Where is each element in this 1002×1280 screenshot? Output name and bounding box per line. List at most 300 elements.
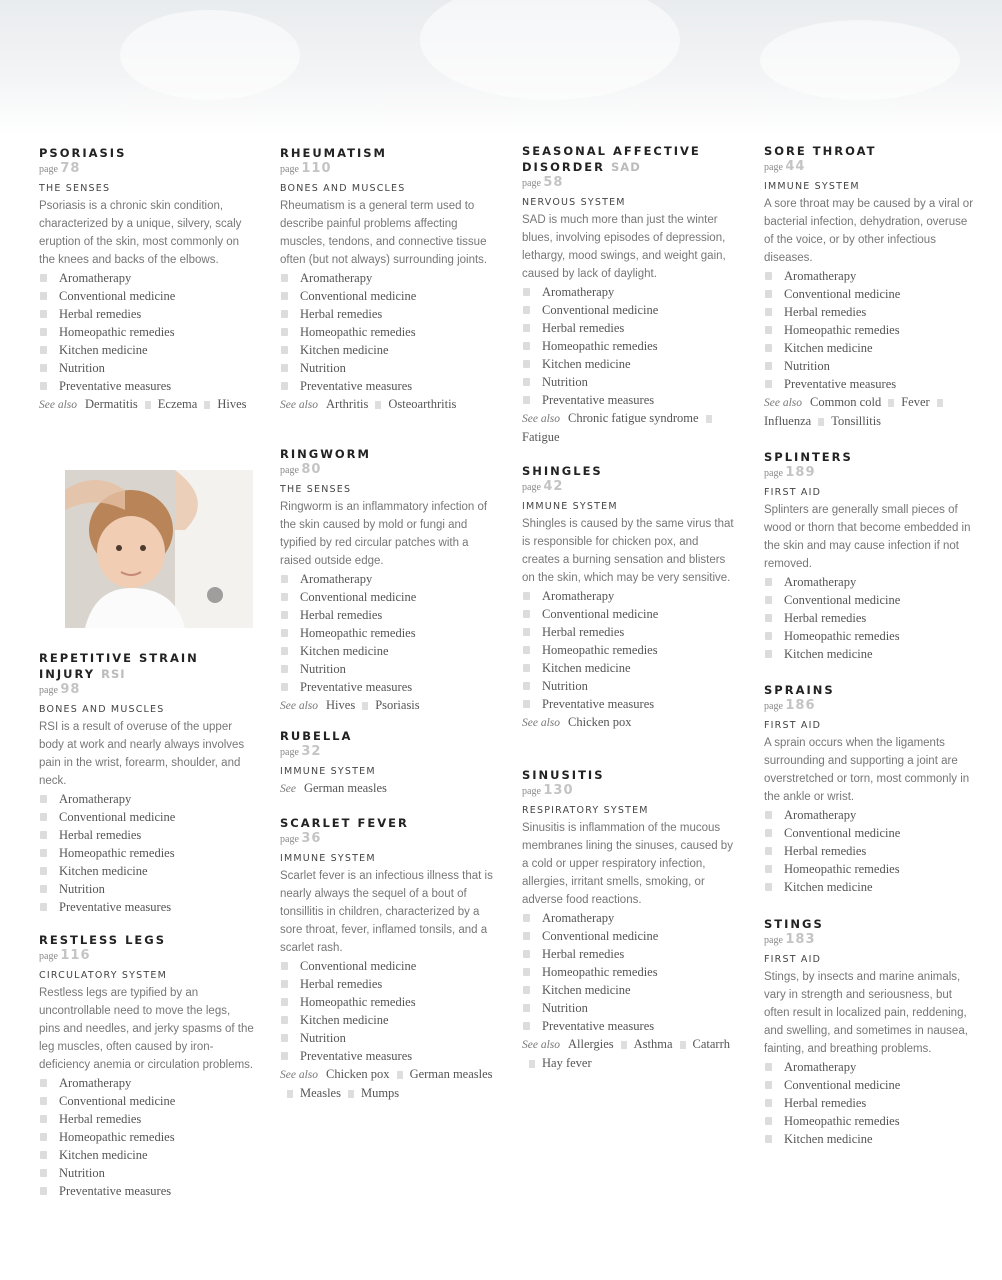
remedy-item[interactable] bbox=[764, 609, 979, 627]
remedy-bullet-icon bbox=[765, 290, 772, 298]
see-also-separator-icon bbox=[818, 418, 824, 426]
entry-shingles bbox=[522, 463, 737, 732]
see-also bbox=[39, 395, 254, 414]
see-also bbox=[280, 696, 495, 715]
entry-psoriasis bbox=[39, 145, 254, 414]
remedy-item[interactable] bbox=[39, 305, 254, 323]
remedy-label: Aromatherapy bbox=[59, 792, 132, 806]
remedy-item[interactable] bbox=[764, 303, 979, 321]
page-label: page bbox=[522, 482, 541, 493]
page-label: page bbox=[39, 951, 58, 962]
entry-category: THE SENSES bbox=[39, 183, 111, 194]
entry-description: RSI is a result of overuse of the upper body at work and nearly always involves pain in the wrist, forearm, shoulder, and neck. bbox=[39, 721, 245, 787]
remedy-label: Preventative measures bbox=[784, 377, 897, 391]
remedy-item[interactable] bbox=[280, 678, 495, 696]
remedy-label: Aromatherapy bbox=[59, 271, 132, 285]
entry-category: BONES AND MUSCLES bbox=[39, 704, 165, 715]
remedy-bullet-icon bbox=[281, 998, 288, 1006]
remedy-bullet-icon bbox=[281, 593, 288, 601]
entry-category: IMMUNE SYSTEM bbox=[764, 181, 860, 192]
see-also-label: See also bbox=[522, 717, 561, 729]
remedy-label: Nutrition bbox=[300, 1031, 346, 1045]
remedy-label: Herbal remedies bbox=[300, 977, 383, 991]
remedy-list bbox=[39, 790, 254, 916]
see-also-separator-icon bbox=[145, 401, 151, 409]
remedy-item[interactable] bbox=[280, 1047, 495, 1065]
remedy-item[interactable] bbox=[280, 660, 495, 678]
remedy-item[interactable] bbox=[39, 341, 254, 359]
remedy-item[interactable] bbox=[764, 375, 979, 393]
remedy-label: Nutrition bbox=[300, 361, 346, 375]
remedy-label: Conventional medicine bbox=[59, 289, 176, 303]
remedy-bullet-icon bbox=[40, 1097, 47, 1105]
remedy-item[interactable] bbox=[39, 359, 254, 377]
see-also bbox=[280, 779, 495, 798]
entry-title bbox=[764, 143, 979, 159]
remedy-bullet-icon bbox=[765, 1081, 772, 1089]
see-also-link[interactable]: Measles bbox=[300, 1086, 341, 1100]
remedy-label: Preventative measures bbox=[542, 697, 655, 711]
entry-description: Ringworm is an inflammatory infection of the skin caused by mold or fungi and typified by red circular patches with a raised outside edge. bbox=[280, 501, 488, 567]
see-also-label: See also bbox=[39, 399, 78, 411]
remedy-item[interactable] bbox=[39, 790, 254, 808]
remedy-item[interactable] bbox=[522, 623, 737, 641]
remedy-list bbox=[522, 587, 737, 713]
see-also-link[interactable]: Catarrh bbox=[692, 1037, 730, 1051]
page-label: page bbox=[522, 786, 541, 797]
remedy-bullet-icon bbox=[765, 344, 772, 352]
entry-description: Shingles is caused by the same virus that is responsible for chicken pox, and creates a burning sensation and blisters on the skin, which may be very sensitive. bbox=[522, 518, 734, 584]
remedy-label: Kitchen medicine bbox=[300, 343, 389, 357]
remedy-label: Homeopathic remedies bbox=[542, 643, 658, 657]
remedy-item[interactable] bbox=[39, 1182, 254, 1200]
remedy-item[interactable] bbox=[280, 957, 495, 975]
remedy-item[interactable] bbox=[522, 337, 737, 355]
see-also-link[interactable]: Arthritis bbox=[326, 397, 369, 411]
see-also bbox=[280, 1065, 495, 1102]
see-also-link[interactable]: Chicken pox bbox=[326, 1067, 390, 1081]
page-number: 36 bbox=[301, 831, 322, 846]
remedy-label: Herbal remedies bbox=[300, 608, 383, 622]
entry-title bbox=[280, 446, 495, 462]
remedy-bullet-icon bbox=[765, 272, 772, 280]
remedy-label: Nutrition bbox=[542, 375, 588, 389]
remedy-item[interactable] bbox=[39, 1110, 254, 1128]
remedy-item[interactable] bbox=[39, 862, 254, 880]
remedy-label: Herbal remedies bbox=[300, 307, 383, 321]
remedy-bullet-icon bbox=[765, 1099, 772, 1107]
entry-title bbox=[764, 449, 979, 465]
entry-category: IMMUNE SYSTEM bbox=[280, 853, 376, 864]
remedy-label: Kitchen medicine bbox=[59, 1148, 148, 1162]
see-also-link[interactable]: Hives bbox=[217, 397, 247, 411]
remedy-bullet-icon bbox=[523, 1004, 530, 1012]
entry-title-text: RESTLESS LEGS bbox=[39, 933, 166, 947]
see-also-link[interactable]: Hives bbox=[326, 698, 356, 712]
remedy-bullet-icon bbox=[281, 364, 288, 372]
remedy-bullet-icon bbox=[40, 849, 47, 857]
remedy-list bbox=[522, 909, 737, 1035]
remedy-item[interactable] bbox=[280, 642, 495, 660]
remedy-bullet-icon bbox=[281, 962, 288, 970]
see-also-link[interactable]: Eczema bbox=[157, 397, 198, 411]
remedy-item[interactable] bbox=[280, 1029, 495, 1047]
page-label: page bbox=[764, 935, 783, 946]
remedy-item[interactable] bbox=[280, 993, 495, 1011]
remedy-label: Kitchen medicine bbox=[542, 983, 631, 997]
entry-page-reference bbox=[280, 831, 495, 848]
remedy-label: Herbal remedies bbox=[784, 305, 867, 319]
page-label: page bbox=[280, 834, 299, 845]
remedy-bullet-icon bbox=[765, 829, 772, 837]
see-also-link[interactable]: Allergies bbox=[568, 1037, 614, 1051]
remedy-item[interactable] bbox=[764, 1112, 979, 1130]
see-also-link[interactable]: Asthma bbox=[633, 1037, 673, 1051]
remedy-item[interactable] bbox=[522, 909, 737, 927]
remedy-bullet-icon bbox=[281, 575, 288, 583]
remedy-item[interactable] bbox=[764, 285, 979, 303]
remedy-bullet-icon bbox=[765, 614, 772, 622]
remedy-item[interactable] bbox=[522, 355, 737, 373]
remedy-item[interactable] bbox=[280, 588, 495, 606]
remedy-bullet-icon bbox=[281, 980, 288, 988]
entry-category: IMMUNE SYSTEM bbox=[280, 766, 376, 777]
entry-category: FIRST AID bbox=[764, 487, 822, 498]
remedy-bullet-icon bbox=[40, 813, 47, 821]
remedy-item[interactable] bbox=[522, 605, 737, 623]
remedy-label: Kitchen medicine bbox=[542, 661, 631, 675]
remedy-item[interactable] bbox=[39, 287, 254, 305]
see-also-separator-icon bbox=[362, 702, 368, 710]
remedy-item[interactable] bbox=[39, 844, 254, 862]
see-also-link[interactable]: Fatigue bbox=[522, 430, 560, 444]
entry-description: Stings, by insects and marine animals, vary in strength and seriousness, but often result in localized pain, reddening, and swelling, and sometimes in nausea, fainting, and breathing problems. bbox=[764, 971, 968, 1055]
see-also-label: See bbox=[280, 783, 296, 795]
see-also-separator-icon bbox=[621, 1041, 627, 1049]
decorative-header-banner bbox=[0, 0, 1002, 135]
entry-title-text: SORE THROAT bbox=[764, 144, 877, 158]
remedy-item[interactable] bbox=[39, 1128, 254, 1146]
child-photo-illustration bbox=[65, 470, 253, 628]
remedy-item[interactable] bbox=[764, 339, 979, 357]
remedy-item[interactable] bbox=[280, 305, 495, 323]
remedy-bullet-icon bbox=[40, 831, 47, 839]
remedy-item[interactable] bbox=[522, 587, 737, 605]
remedy-item[interactable] bbox=[522, 999, 737, 1017]
remedy-item[interactable] bbox=[280, 624, 495, 642]
remedy-list bbox=[39, 1074, 254, 1200]
remedy-bullet-icon bbox=[523, 628, 530, 636]
remedy-item[interactable] bbox=[280, 377, 495, 395]
entry-description: A sprain occurs when the ligaments surrounding and supporting a joint are overstretched or torn, most commonly in the ankle or wrist. bbox=[764, 737, 970, 803]
remedy-list bbox=[764, 806, 979, 896]
entry-description: SAD is much more than just the winter blues, involving episodes of depression, lethargy, mood swings, and weight gain, caused by lack of daylight. bbox=[522, 214, 726, 280]
entry-title-text: PSORIASIS bbox=[39, 146, 127, 160]
remedy-bullet-icon bbox=[523, 646, 530, 654]
remedy-label: Kitchen medicine bbox=[300, 644, 389, 658]
remedy-item[interactable] bbox=[764, 321, 979, 339]
remedy-label: Aromatherapy bbox=[784, 269, 857, 283]
remedy-bullet-icon bbox=[765, 380, 772, 388]
remedy-item[interactable] bbox=[764, 824, 979, 842]
remedy-item[interactable] bbox=[764, 1058, 979, 1076]
see-also-link[interactable]: Hay fever bbox=[542, 1056, 592, 1070]
remedy-item[interactable] bbox=[522, 283, 737, 301]
remedy-bullet-icon bbox=[523, 324, 530, 332]
remedy-bullet-icon bbox=[765, 308, 772, 316]
entry-page-reference bbox=[39, 161, 254, 178]
remedy-item[interactable] bbox=[280, 606, 495, 624]
remedy-bullet-icon bbox=[40, 364, 47, 372]
remedy-item[interactable] bbox=[522, 695, 737, 713]
remedy-item[interactable] bbox=[764, 627, 979, 645]
see-also-link[interactable]: Tonsillitis bbox=[831, 414, 882, 428]
remedy-item[interactable] bbox=[522, 963, 737, 981]
entry-category: IMMUNE SYSTEM bbox=[522, 501, 618, 512]
remedy-item[interactable] bbox=[764, 806, 979, 824]
remedy-bullet-icon bbox=[281, 310, 288, 318]
see-also-separator-icon bbox=[706, 415, 712, 423]
page-label: page bbox=[39, 164, 58, 175]
remedy-label: Herbal remedies bbox=[784, 844, 867, 858]
remedy-item[interactable] bbox=[39, 808, 254, 826]
page-number: 32 bbox=[301, 744, 322, 759]
entry-category: BONES AND MUSCLES bbox=[280, 183, 406, 194]
remedy-bullet-icon bbox=[765, 1135, 772, 1143]
remedy-item[interactable] bbox=[764, 860, 979, 878]
remedy-item[interactable] bbox=[522, 641, 737, 659]
remedy-item[interactable] bbox=[764, 878, 979, 896]
remedy-item[interactable] bbox=[39, 1092, 254, 1110]
remedy-label: Kitchen medicine bbox=[300, 1013, 389, 1027]
entry-title bbox=[280, 728, 495, 744]
entry-page-reference bbox=[280, 744, 495, 761]
remedy-item[interactable] bbox=[39, 1164, 254, 1182]
remedy-bullet-icon bbox=[40, 1187, 47, 1195]
remedy-item[interactable] bbox=[39, 269, 254, 287]
remedy-label: Herbal remedies bbox=[542, 321, 625, 335]
remedy-item[interactable] bbox=[280, 359, 495, 377]
remedy-bullet-icon bbox=[523, 610, 530, 618]
entry-page-reference bbox=[39, 948, 254, 965]
remedy-bullet-icon bbox=[765, 847, 772, 855]
remedy-item[interactable] bbox=[522, 927, 737, 945]
remedy-bullet-icon bbox=[40, 903, 47, 911]
remedy-bullet-icon bbox=[281, 611, 288, 619]
remedy-item[interactable] bbox=[522, 319, 737, 337]
entry-title bbox=[39, 932, 254, 948]
entry-title-text: RHEUMATISM bbox=[280, 146, 387, 160]
remedy-label: Homeopathic remedies bbox=[784, 862, 900, 876]
remedy-label: Conventional medicine bbox=[784, 593, 901, 607]
entry-title bbox=[764, 682, 979, 698]
see-also-link[interactable]: Mumps bbox=[360, 1086, 400, 1100]
remedy-bullet-icon bbox=[40, 1079, 47, 1087]
remedy-list bbox=[280, 957, 495, 1065]
remedy-bullet-icon bbox=[523, 288, 530, 296]
remedy-item[interactable] bbox=[39, 880, 254, 898]
remedy-item[interactable] bbox=[39, 1074, 254, 1092]
remedy-item[interactable] bbox=[764, 267, 979, 285]
remedy-item[interactable] bbox=[522, 391, 737, 409]
remedy-label: Nutrition bbox=[784, 359, 830, 373]
entry-category: NERVOUS SYSTEM bbox=[522, 197, 626, 208]
entry-description: Rheumatism is a general term used to describe painful problems affecting muscles, tendons, and connective tissue often (but not always) surrounding joints. bbox=[280, 200, 488, 266]
remedy-item[interactable] bbox=[764, 645, 979, 663]
remedy-bullet-icon bbox=[523, 682, 530, 690]
remedy-label: Herbal remedies bbox=[59, 1112, 142, 1126]
remedy-item[interactable] bbox=[522, 373, 737, 391]
remedy-item[interactable] bbox=[522, 659, 737, 677]
remedy-bullet-icon bbox=[40, 1151, 47, 1159]
remedy-label: Herbal remedies bbox=[542, 625, 625, 639]
remedy-label: Nutrition bbox=[59, 361, 105, 375]
remedy-item[interactable] bbox=[764, 842, 979, 860]
remedy-label: Conventional medicine bbox=[784, 287, 901, 301]
remedy-label: Herbal remedies bbox=[542, 947, 625, 961]
see-also-label: See also bbox=[522, 1039, 561, 1051]
see-also-label: See also bbox=[280, 1069, 319, 1081]
remedy-bullet-icon bbox=[523, 396, 530, 404]
see-also bbox=[522, 713, 737, 732]
remedy-bullet-icon bbox=[523, 986, 530, 994]
remedy-bullet-icon bbox=[523, 1022, 530, 1030]
remedy-item[interactable] bbox=[764, 1130, 979, 1148]
page-number: 183 bbox=[785, 932, 816, 947]
remedy-item[interactable] bbox=[39, 826, 254, 844]
remedy-item[interactable] bbox=[39, 377, 254, 395]
remedy-label: Kitchen medicine bbox=[784, 1132, 873, 1146]
page-label: page bbox=[764, 701, 783, 712]
see-also-link[interactable]: Influenza bbox=[764, 414, 812, 428]
entry-title bbox=[39, 145, 254, 161]
remedy-label: Nutrition bbox=[542, 1001, 588, 1015]
remedy-bullet-icon bbox=[765, 883, 772, 891]
remedy-label: Conventional medicine bbox=[300, 590, 417, 604]
see-also-link[interactable]: Dermatitis bbox=[85, 397, 138, 411]
see-also-link[interactable]: Psoriasis bbox=[375, 698, 420, 712]
remedy-item[interactable] bbox=[764, 357, 979, 375]
see-also-link[interactable]: German measles bbox=[409, 1067, 493, 1081]
see-also-link[interactable]: Fever bbox=[901, 395, 930, 409]
remedy-label: Nutrition bbox=[542, 679, 588, 693]
remedy-list bbox=[764, 573, 979, 663]
see-also-link[interactable]: Common cold bbox=[810, 395, 882, 409]
entry-page-reference bbox=[522, 175, 737, 192]
remedy-bullet-icon bbox=[281, 382, 288, 390]
entry-title-text: SCARLET FEVER bbox=[280, 816, 409, 830]
entry-category: FIRST AID bbox=[764, 720, 822, 731]
remedy-bullet-icon bbox=[523, 914, 530, 922]
remedy-item[interactable] bbox=[522, 677, 737, 695]
entry-abbreviation: SAD bbox=[611, 160, 641, 174]
entry-description: Splinters are generally small pieces of wood or thorn that become embedded in the skin and may cause infection if not removed. bbox=[764, 504, 971, 570]
remedy-bullet-icon bbox=[765, 632, 772, 640]
entry-title-text: SPLINTERS bbox=[764, 450, 853, 464]
remedy-item[interactable] bbox=[39, 323, 254, 341]
remedy-label: Aromatherapy bbox=[542, 285, 615, 299]
remedy-label: Homeopathic remedies bbox=[542, 965, 658, 979]
page-label: page bbox=[522, 178, 541, 189]
remedy-item[interactable] bbox=[764, 1076, 979, 1094]
remedy-bullet-icon bbox=[281, 1034, 288, 1042]
remedy-item[interactable] bbox=[280, 269, 495, 287]
remedy-bullet-icon bbox=[40, 274, 47, 282]
page-number: 78 bbox=[60, 161, 81, 176]
entry-stings bbox=[764, 916, 979, 1148]
remedy-item[interactable] bbox=[39, 1146, 254, 1164]
remedy-item[interactable] bbox=[280, 1011, 495, 1029]
remedy-bullet-icon bbox=[765, 326, 772, 334]
see-also-link[interactable]: Chicken pox bbox=[568, 715, 632, 729]
entry-sprains bbox=[764, 682, 979, 896]
entry-page-reference bbox=[522, 479, 737, 496]
entry-page-reference bbox=[764, 698, 979, 715]
remedy-label: Aromatherapy bbox=[784, 808, 857, 822]
remedy-item[interactable] bbox=[764, 591, 979, 609]
entry-repetitive-strain-injury bbox=[39, 650, 254, 916]
entry-title-text: RUBELLA bbox=[280, 729, 353, 743]
entry-title-text: SINUSITIS bbox=[522, 768, 605, 782]
entry-splinters bbox=[764, 449, 979, 663]
remedy-item[interactable] bbox=[764, 1094, 979, 1112]
remedy-bullet-icon bbox=[281, 647, 288, 655]
remedy-item[interactable] bbox=[280, 975, 495, 993]
page-number: 80 bbox=[301, 462, 322, 477]
remedy-label: Conventional medicine bbox=[542, 303, 659, 317]
remedy-item[interactable] bbox=[280, 323, 495, 341]
see-also-link[interactable]: Osteoarthritis bbox=[388, 397, 457, 411]
see-also-label: See also bbox=[764, 397, 803, 409]
entry-description: Restless legs are typified by an uncontrollable need to move the legs, pins and needles, and jerky spasms of the leg muscles, often caused by iron-deficiency anemia or circulation problems. bbox=[39, 987, 254, 1071]
remedy-bullet-icon bbox=[765, 811, 772, 819]
remedy-item[interactable] bbox=[280, 341, 495, 359]
page-number: 130 bbox=[543, 783, 574, 798]
entry-scarlet-fever bbox=[280, 815, 495, 1102]
entry-abbreviation: RSI bbox=[101, 667, 126, 681]
remedy-label: Kitchen medicine bbox=[784, 647, 873, 661]
remedy-bullet-icon bbox=[281, 292, 288, 300]
entry-restless-legs bbox=[39, 932, 254, 1200]
see-also-link[interactable]: German measles bbox=[303, 781, 387, 795]
remedy-item[interactable] bbox=[522, 1017, 737, 1035]
remedy-bullet-icon bbox=[523, 592, 530, 600]
see-also-link[interactable]: Chronic fatigue syndrome bbox=[568, 411, 699, 425]
remedy-item[interactable] bbox=[522, 981, 737, 999]
remedy-bullet-icon bbox=[523, 968, 530, 976]
remedy-bullet-icon bbox=[523, 932, 530, 940]
remedy-item[interactable] bbox=[39, 898, 254, 916]
remedy-bullet-icon bbox=[40, 1133, 47, 1141]
remedy-list bbox=[280, 269, 495, 395]
remedy-item[interactable] bbox=[280, 570, 495, 588]
remedy-item[interactable] bbox=[522, 301, 737, 319]
entry-category: CIRCULATORY SYSTEM bbox=[39, 970, 167, 981]
remedy-label: Kitchen medicine bbox=[59, 864, 148, 878]
page-label: page bbox=[280, 164, 299, 175]
page-number: 98 bbox=[60, 682, 81, 697]
entry-sinusitis bbox=[522, 767, 737, 1072]
remedy-label: Herbal remedies bbox=[59, 307, 142, 321]
entry-title bbox=[280, 815, 495, 831]
remedy-label: Homeopathic remedies bbox=[300, 995, 416, 1009]
remedy-label: Herbal remedies bbox=[784, 1096, 867, 1110]
remedy-item[interactable] bbox=[280, 287, 495, 305]
remedy-item[interactable] bbox=[764, 573, 979, 591]
remedy-bullet-icon bbox=[523, 306, 530, 314]
remedy-item[interactable] bbox=[522, 945, 737, 963]
entry-description: Scarlet fever is an infectious illness that is nearly always the sequel of a bout of tonsillitis in children, characterized by a sore throat, fever, inflamed tonsils, and a scarlet rash. bbox=[280, 870, 493, 954]
